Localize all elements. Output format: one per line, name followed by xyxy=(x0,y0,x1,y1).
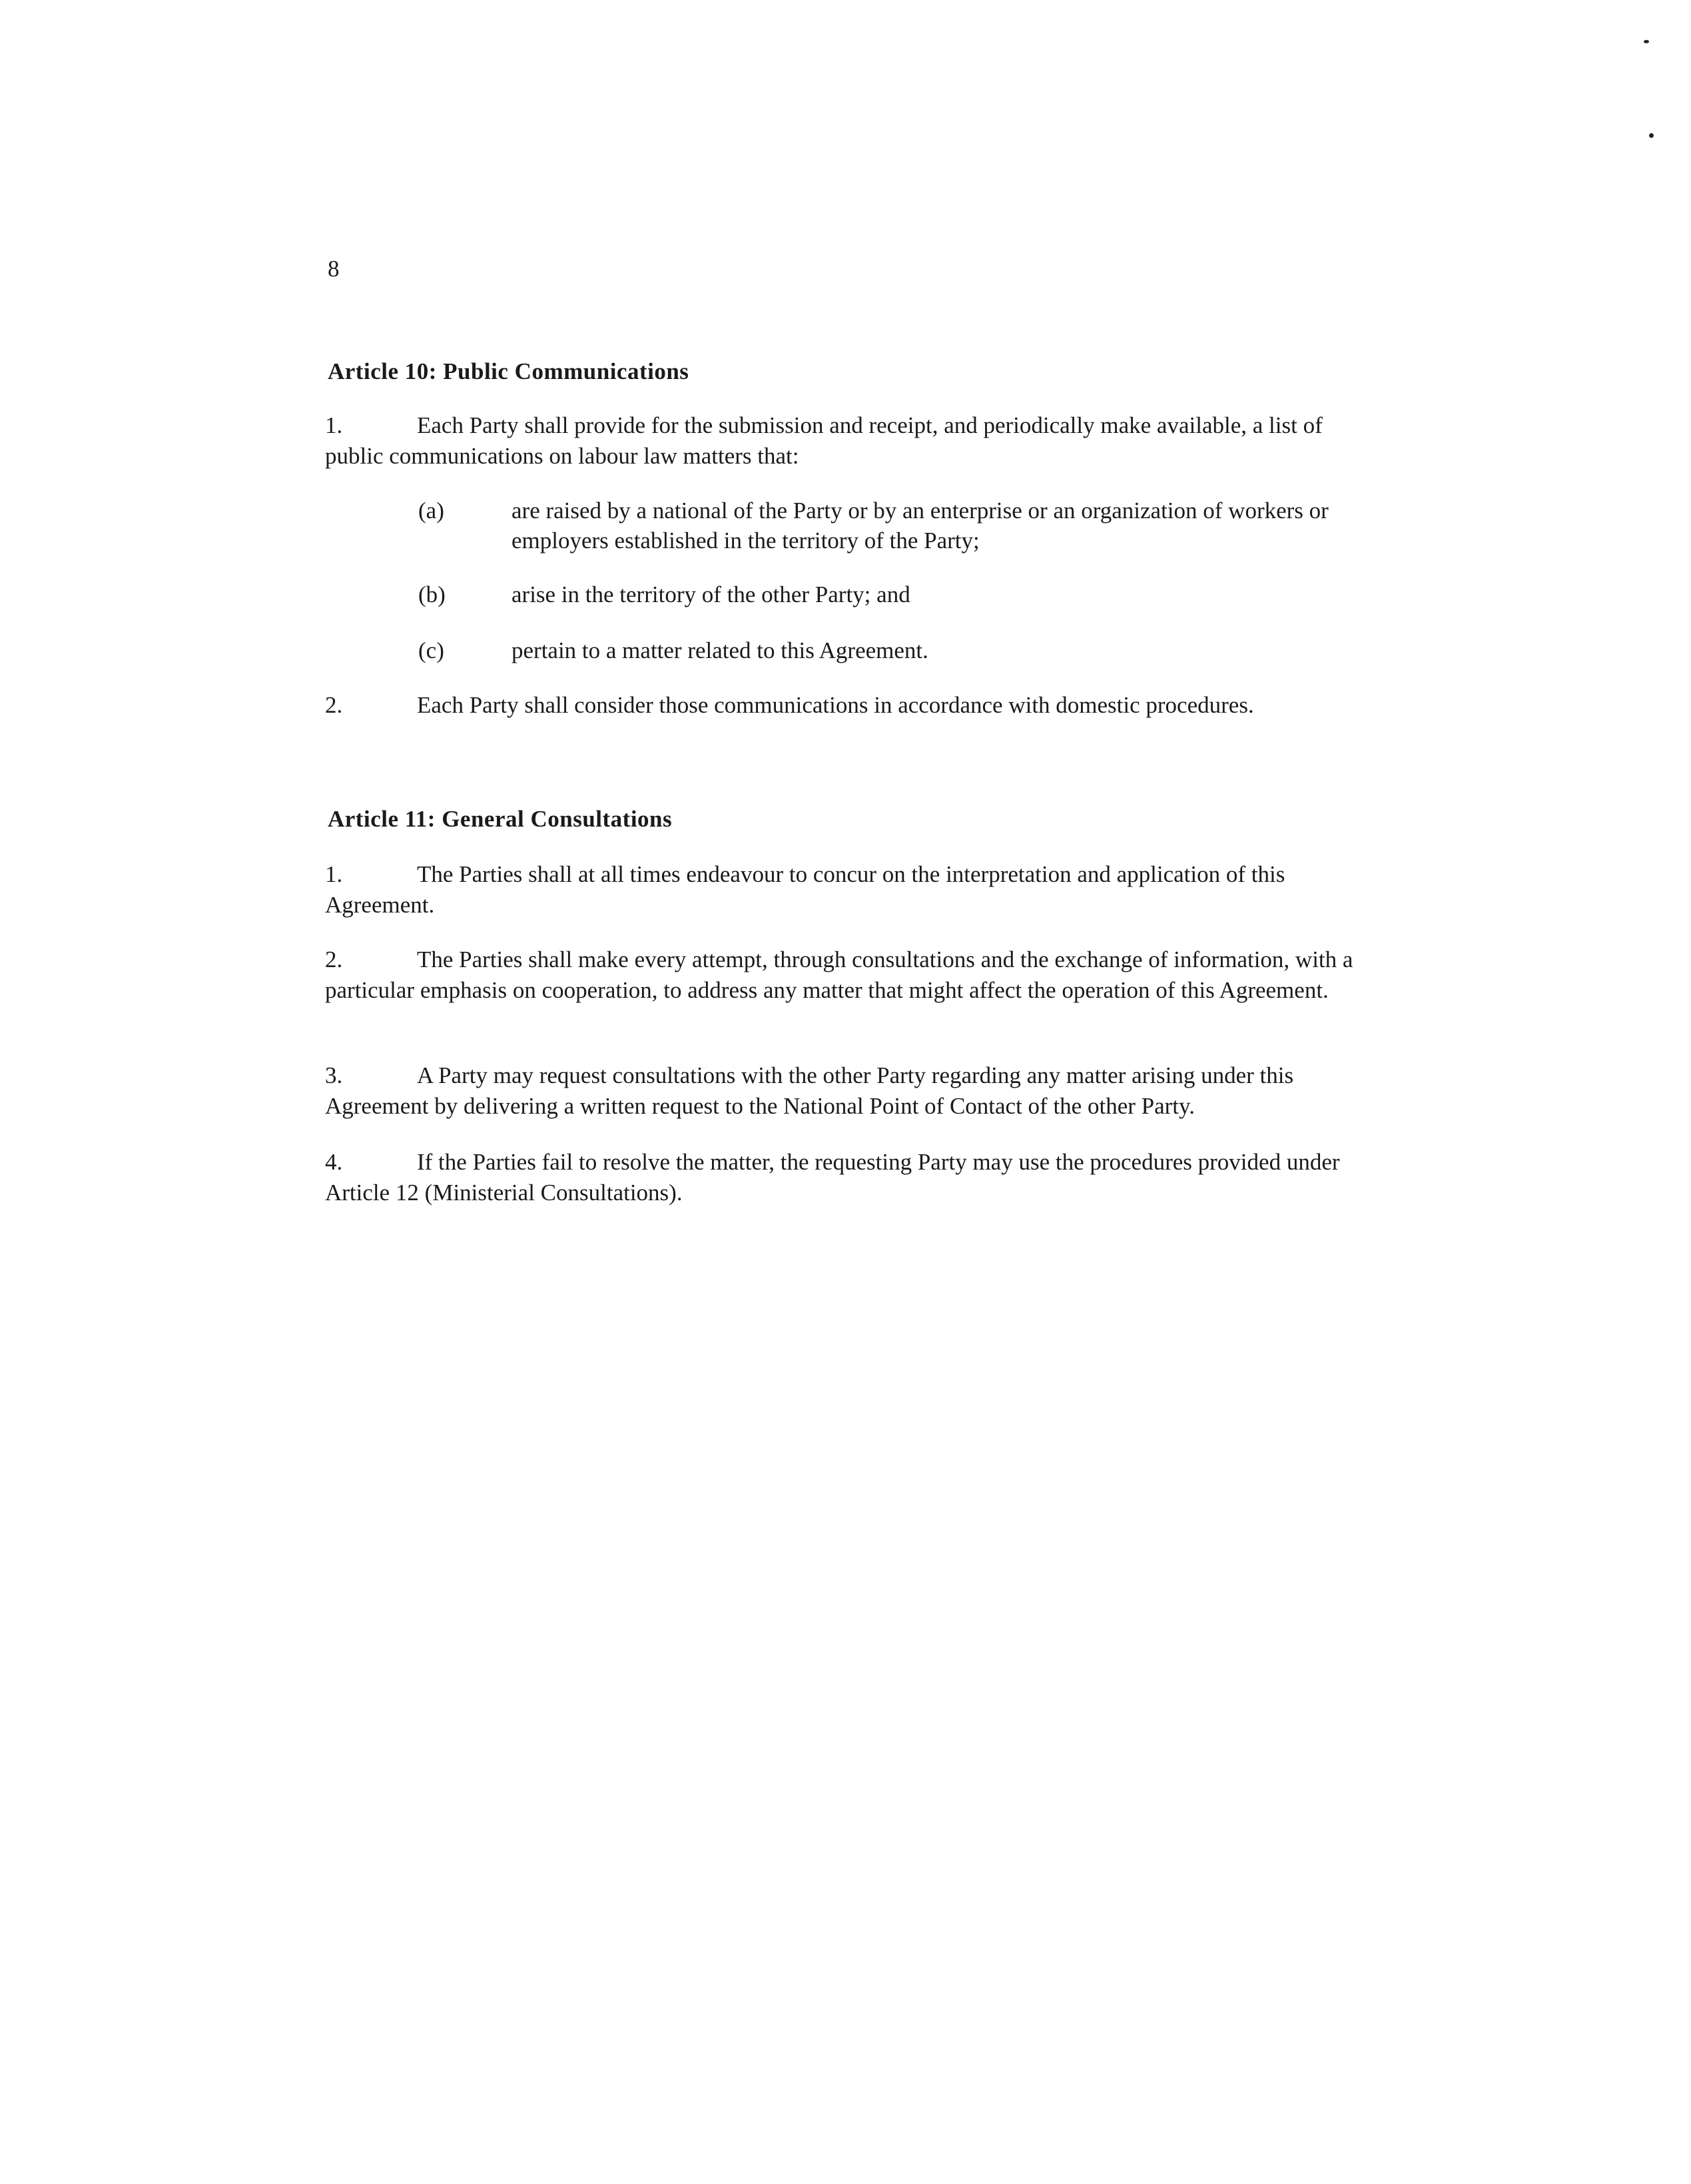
paragraph-number: 1. xyxy=(325,412,343,438)
article-11-paragraph-1 xyxy=(325,859,1364,920)
paragraph-text: The Parties shall make every attempt, through consultations and the exchange of information, with a particular emphasis on cooperation, to address any matter that might affect the operation of this Agreement. xyxy=(325,946,1353,1003)
article-11-heading: Article 11: General Consultations xyxy=(328,806,673,832)
article-10-item-a xyxy=(418,496,1364,555)
paragraph-text: A Party may request consultations with the other Party regarding any matter arising under this Agreement by delivering a written request to the National Point of Contact of the other Party. xyxy=(325,1062,1294,1119)
article-10-paragraph-2 xyxy=(325,690,1377,721)
article-11-paragraph-3 xyxy=(325,1060,1364,1122)
scan-speck xyxy=(1644,40,1649,43)
item-label: (c) xyxy=(418,637,444,663)
article-11-paragraph-2 xyxy=(325,944,1364,1006)
scan-speck xyxy=(1649,133,1654,138)
article-10-paragraph-1 xyxy=(325,410,1364,472)
article-10-item-b xyxy=(418,579,1364,609)
article-10-item-c xyxy=(418,635,1364,665)
paragraph-text: Each Party shall provide for the submission and receipt, and periodically make available, a list of public communications on labour law matters that: xyxy=(325,412,1323,469)
paragraph-number: 2. xyxy=(325,692,343,718)
item-label: (a) xyxy=(418,498,444,524)
paragraph-number: 2. xyxy=(325,946,343,972)
paragraph-number: 3. xyxy=(325,1062,343,1088)
item-text: are raised by a national of the Party or by an enterprise or an organization of workers or employers established in the territory of the Party; xyxy=(511,498,1329,553)
paragraph-text: Each Party shall consider those communications in accordance with domestic procedures. xyxy=(417,692,1254,718)
article-10-heading: Article 10: Public Communications xyxy=(328,358,689,384)
paragraph-number: 1. xyxy=(325,861,343,887)
page-number: 8 xyxy=(328,256,340,282)
item-text: pertain to a matter related to this Agreement. xyxy=(511,637,928,663)
paragraph-text: The Parties shall at all times endeavour to concur on the interpretation and application of this Agreement. xyxy=(325,861,1285,918)
article-11-paragraph-4 xyxy=(325,1147,1364,1208)
paragraph-text: If the Parties fail to resolve the matter, the requesting Party may use the procedures provided under Article 12 (Ministerial Consultations). xyxy=(325,1149,1340,1206)
item-label: (b) xyxy=(418,581,446,607)
paragraph-number: 4. xyxy=(325,1149,343,1175)
item-text: arise in the territory of the other Party; and xyxy=(511,581,910,607)
